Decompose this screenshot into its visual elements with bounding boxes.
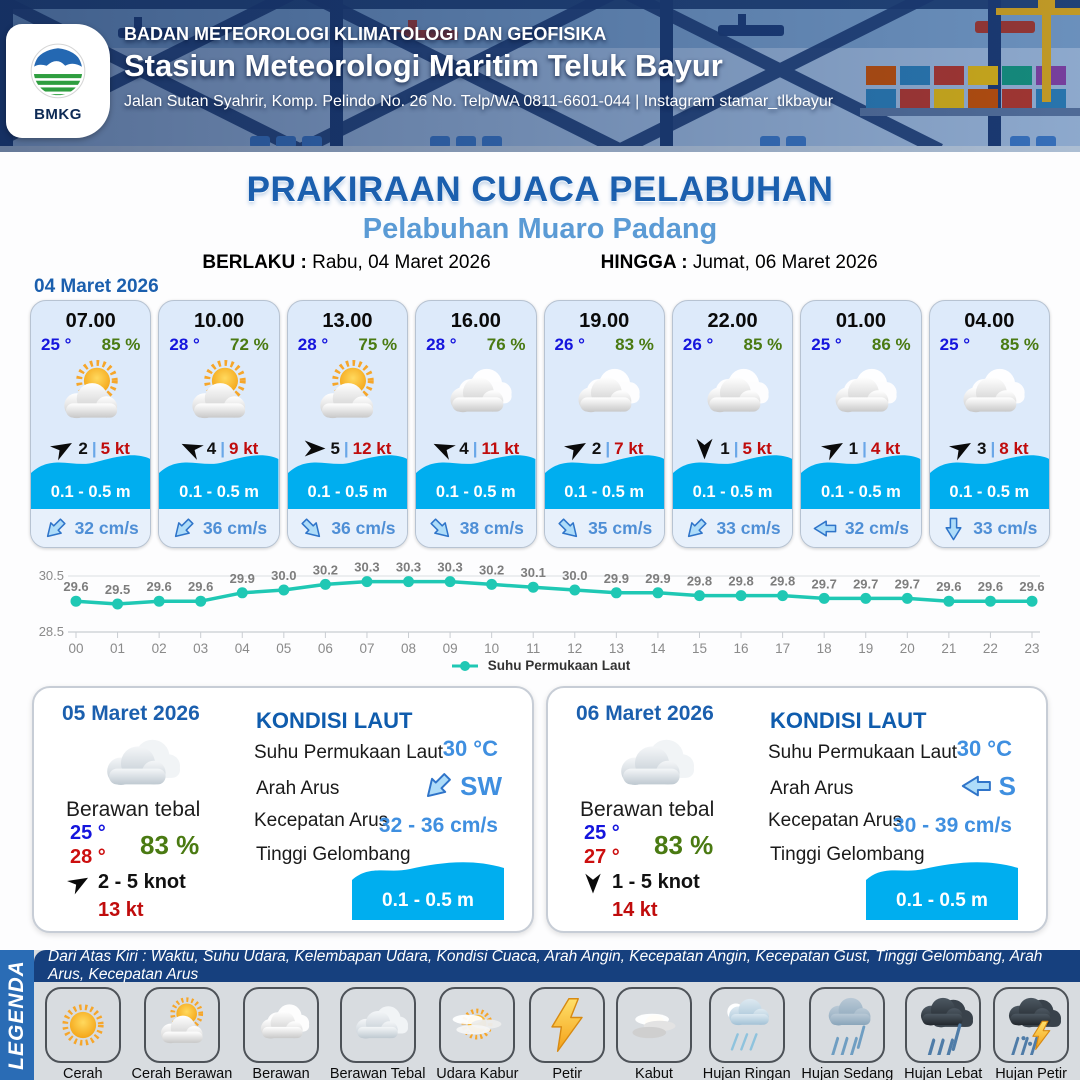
gust-speed-value: 13 kt (98, 899, 144, 921)
legend-caption: Dari Atas Kiri : Waktu, Suhu Udara, Kelembapan Udara, Kondisi Cuaca, Arah Angin, Kecepatan Angin, Kecepatan Gust, Tinggi Gelombang, Arah Arus, Kecepatan Arus (34, 950, 1080, 982)
header-text (124, 24, 833, 111)
forecast-card (415, 300, 536, 548)
gust-speed-value: 12 kt (352, 438, 392, 458)
forecast-time: 10.00 (194, 310, 245, 332)
forecast-cards-row (30, 300, 1050, 548)
current-speed-value: 30 - 39 cm/s (892, 814, 1012, 837)
svg-text:30.3: 30.3 (395, 559, 422, 575)
wind-gust-separator: | (862, 438, 867, 458)
current-row (288, 509, 407, 547)
day1-date-label: 04 Maret 2026 (34, 276, 159, 297)
current-speed-value: 35 cm/s (588, 517, 653, 538)
current-speed-value: 33 cm/s (716, 517, 781, 538)
gust-speed-value: 8 kt (999, 438, 1029, 458)
temperature-value: 26 ° (554, 335, 585, 354)
gust-speed-value: 14 kt (612, 899, 658, 921)
current-direction-text: S (998, 770, 1016, 801)
forecast-card (672, 300, 793, 548)
current-speed-label: Kecepatan Arus (768, 810, 903, 831)
gust-speed-value: 11 kt (481, 438, 520, 458)
wind-speed-value: 4 (206, 438, 217, 458)
svg-text:12: 12 (567, 641, 583, 656)
current-speed-value: 32 cm/s (844, 517, 910, 538)
sst-value: 30 °C (956, 736, 1012, 761)
current-row (159, 509, 278, 547)
current-direction-icon (423, 510, 458, 545)
legend-item (243, 987, 319, 1080)
svg-text:29.7: 29.7 (853, 576, 879, 592)
current-direction-icon (961, 770, 993, 802)
svg-text:30.0: 30.0 (562, 568, 588, 583)
forecast-time: 19.00 (579, 310, 630, 332)
svg-text:30.3: 30.3 (437, 559, 463, 575)
svg-text:13: 13 (608, 641, 624, 656)
current-row (31, 509, 150, 547)
wave-height-value: 0.1 - 0.5 m (50, 483, 131, 501)
legend-section (0, 950, 1080, 1080)
current-row (930, 509, 1049, 547)
legend-item (993, 987, 1069, 1080)
forecast-time: 01.00 (835, 310, 886, 332)
svg-text:29.6: 29.6 (936, 579, 962, 595)
gust-speed-value: 9 kt (229, 438, 259, 458)
wind-gust-separator: | (990, 438, 996, 458)
svg-text:18: 18 (816, 641, 832, 656)
current-direction-icon (941, 516, 966, 541)
legend-item-label: Petir (552, 1066, 583, 1080)
temperature-value: 28 ° (297, 335, 329, 354)
weather-icon (288, 357, 407, 433)
wave-height-value: 0.1 - 0.5 m (382, 890, 474, 911)
svg-text:29.8: 29.8 (769, 573, 796, 589)
wind-gust-separator: | (605, 438, 611, 458)
humidity-value: 85 % (1000, 335, 1039, 354)
forecast-time: 04.00 (964, 310, 1015, 332)
bmkg-logo-label: BMKG (34, 105, 82, 123)
sst-line-chart (30, 556, 1050, 660)
svg-text:29.9: 29.9 (229, 570, 255, 586)
forecast-time: 13.00 (322, 310, 373, 332)
berlaku-value: Rabu, 04 Maret 2026 (312, 252, 491, 273)
weather-icon (610, 724, 694, 808)
legend-item-label: Cerah Berawan (131, 1066, 233, 1080)
weather-icon (1001, 995, 1061, 1055)
hingga-value: Jumat, 06 Maret 2026 (692, 252, 878, 273)
station-address: Jalan Sutan Syahrir, Komp. Pelindo No. 26 No. Telp/WA 0811-6601-044 | Instagram stamar_tlkbayur (124, 93, 834, 110)
sea-conditions-title: KONDISI LAUT (256, 708, 413, 733)
bmkg-logo-icon (25, 40, 91, 106)
wave-height-band (866, 856, 1018, 920)
station-name: Stasiun Meteorologi Maritim Teluk Bayur (124, 48, 723, 83)
svg-text:15: 15 (691, 641, 707, 656)
current-speed-label: Kecepatan Arus (254, 810, 389, 831)
sst-label: Suhu Permukaan Laut (768, 742, 958, 763)
current-row (416, 509, 535, 547)
current-direction-value (422, 770, 502, 802)
gust-speed-value: 4 kt (870, 438, 901, 458)
current-row (545, 509, 664, 547)
weather-icon (416, 357, 535, 433)
weather-icon (537, 995, 597, 1055)
current-speed-value: 36 cm/s (331, 517, 396, 538)
svg-text:23: 23 (1024, 641, 1040, 656)
current-direction-label: Arah Arus (256, 778, 340, 799)
current-direction-text: SW (460, 770, 502, 801)
wave-height-band (352, 856, 504, 920)
temp-max: 28 ° (70, 846, 106, 868)
weather-icon (624, 995, 684, 1055)
current-direction-icon (679, 510, 714, 545)
svg-text:30.5: 30.5 (38, 568, 64, 583)
wind-row (68, 871, 186, 894)
temp-max: 27 ° (584, 846, 620, 868)
svg-text:30.1: 30.1 (520, 565, 546, 581)
current-direction-value (961, 770, 1016, 802)
legend-item (330, 987, 426, 1080)
current-speed-value: 33 cm/s (973, 517, 1038, 538)
legend-icon-box (809, 987, 885, 1063)
gust-speed-value: 5 kt (742, 438, 772, 458)
legend-item (703, 987, 791, 1080)
legend-item-label: Hujan Lebat (904, 1066, 983, 1080)
weather-icon (152, 995, 212, 1055)
weather-icon (913, 995, 973, 1055)
forecast-card (158, 300, 279, 548)
svg-text:22: 22 (982, 641, 998, 656)
legend-item-label: Berawan (252, 1066, 310, 1080)
legend-series-label: Suhu Permukaan Laut (487, 658, 631, 673)
svg-text:04: 04 (234, 641, 250, 656)
current-direction-icon (166, 510, 201, 545)
weather-icon (930, 357, 1049, 433)
legend-icon-box (439, 987, 515, 1063)
sst-chart-wrap (30, 556, 1050, 660)
weather-icon (673, 357, 792, 433)
legend-tab (0, 950, 34, 1080)
day-summary-row (32, 686, 1048, 933)
legend-item-label: Cerah (63, 1066, 103, 1080)
svg-text:17: 17 (775, 641, 791, 656)
svg-text:29.8: 29.8 (728, 573, 754, 589)
temperature-value: 28 ° (169, 335, 200, 354)
forecast-card (30, 300, 151, 548)
legend-icon-box (616, 987, 692, 1063)
page-title: PRAKIRAAN CUACA PELABUHAN (246, 170, 834, 209)
wind-speed-value: 1 (848, 438, 859, 458)
legend-icon-box (45, 987, 121, 1063)
legend-item (132, 987, 233, 1080)
svg-text:09: 09 (442, 641, 458, 656)
current-direction-icon (294, 510, 329, 545)
wind-speed-value: 3 (977, 438, 987, 458)
wave-height-band (31, 447, 150, 509)
weather-icon (801, 357, 920, 433)
legend-item (801, 987, 893, 1080)
wind-direction-icon (582, 872, 604, 894)
gust-speed-value: 7 kt (614, 438, 644, 458)
current-speed-value: 32 - 36 cm/s (378, 814, 498, 837)
legend-tab-label: LEGENDA (5, 960, 28, 1070)
legend-icon-box (993, 987, 1069, 1063)
svg-text:00: 00 (68, 641, 84, 656)
sst-label: Suhu Permukaan Laut (254, 742, 444, 763)
svg-text:29.6: 29.6 (188, 579, 214, 595)
forecast-card (929, 300, 1050, 548)
svg-text:19: 19 (858, 641, 874, 656)
legend-item (616, 987, 692, 1080)
svg-text:30.2: 30.2 (478, 562, 505, 578)
temp-min: 25 ° (70, 822, 106, 844)
legend-icon-box (905, 987, 981, 1063)
svg-text:03: 03 (193, 641, 209, 656)
humidity-value: 85 % (101, 335, 141, 354)
svg-text:11: 11 (526, 641, 541, 656)
legend-icon-box (243, 987, 319, 1063)
svg-text:08: 08 (401, 641, 417, 656)
chart-legend (0, 658, 1080, 673)
svg-text:02: 02 (151, 641, 167, 656)
humidity-value: 72 % (230, 335, 269, 354)
wave-height-value: 0.1 - 0.5 m (307, 483, 388, 501)
current-direction-icon (37, 510, 72, 545)
svg-text:29.6: 29.6 (1019, 579, 1045, 595)
svg-text:29.9: 29.9 (603, 570, 630, 586)
current-direction-icon (551, 510, 586, 545)
weather-icon (31, 357, 150, 433)
current-speed-value: 36 cm/s (202, 517, 268, 538)
legend-item (529, 987, 605, 1080)
current-direction-icon (813, 516, 838, 541)
wave-height-band (930, 447, 1049, 509)
svg-text:29.7: 29.7 (811, 576, 837, 592)
humidity-value: 76 % (486, 335, 526, 354)
wave-height-band (545, 447, 664, 509)
svg-text:30.3: 30.3 (354, 559, 380, 575)
legend-marker-icon (450, 660, 480, 672)
svg-text:20: 20 (899, 641, 915, 656)
weather-icon (447, 995, 507, 1055)
legend-item (45, 987, 121, 1080)
bmkg-logo (6, 24, 110, 138)
temperature-value: 25 ° (811, 335, 842, 354)
temperature-value: 25 ° (41, 335, 72, 354)
weather-icon (545, 357, 664, 433)
current-speed-value: 32 cm/s (74, 517, 139, 538)
svg-text:29.9: 29.9 (645, 570, 671, 586)
current-direction-icon (415, 763, 460, 808)
wave-height-value: 0.1 - 0.5 m (435, 483, 516, 501)
wind-speed-value: 2 (78, 438, 88, 458)
legend-icon-box (529, 987, 605, 1063)
temperature-value: 25 ° (939, 335, 971, 354)
wave-height-value: 0.1 - 0.5 m (564, 483, 645, 501)
current-row (673, 509, 792, 547)
wind-gust-separator: | (91, 438, 97, 458)
wind-range-value: 1 - 5 knot (612, 871, 700, 893)
wave-height-band (801, 447, 920, 509)
legend-item-label: Hujan Sedang (801, 1066, 894, 1080)
wind-direction-icon (64, 867, 94, 897)
humidity-value: 85 % (743, 335, 783, 354)
svg-text:29.6: 29.6 (146, 579, 172, 595)
legend-items-row (34, 982, 1080, 1080)
condition-label: Berawan tebal (66, 798, 201, 821)
svg-text:07: 07 (359, 641, 375, 656)
sea-conditions-title: KONDISI LAUT (770, 708, 927, 733)
weather-icon (53, 995, 113, 1055)
gust-speed-value: 5 kt (100, 438, 130, 458)
weather-icon (251, 995, 311, 1055)
wind-speed-value: 2 (591, 438, 602, 458)
forecast-card (287, 300, 408, 548)
current-direction-label: Arah Arus (770, 778, 854, 799)
wind-gust-separator: | (220, 438, 226, 458)
humidity-value: 83 % (140, 830, 200, 860)
wind-range-value: 2 - 5 knot (98, 871, 186, 893)
wave-height-band (416, 447, 535, 509)
wind-gust-separator: | (472, 438, 478, 458)
org-name: BADAN METEOROLOGI KLIMATOLOGI DAN GEOFISIKA (124, 24, 607, 44)
weather-icon (159, 357, 278, 433)
wave-height-value: 0.1 - 0.5 m (896, 890, 988, 911)
day-card-06-maret (546, 686, 1048, 933)
svg-text:29.6: 29.6 (63, 579, 89, 595)
wave-height-band (288, 447, 407, 509)
svg-text:14: 14 (650, 641, 666, 656)
weather-icon (717, 995, 777, 1055)
weather-icon (348, 995, 408, 1055)
wind-gust-separator: | (733, 438, 739, 458)
svg-text:30.2: 30.2 (312, 562, 339, 578)
forecast-card (800, 300, 921, 548)
sst-value: 30 °C (442, 736, 498, 761)
current-row (801, 509, 920, 547)
temperature-value: 28 ° (426, 335, 457, 354)
svg-text:10: 10 (484, 641, 500, 656)
forecast-time: 07.00 (65, 310, 116, 332)
svg-text:29.7: 29.7 (894, 576, 920, 592)
legend-icon-box (709, 987, 785, 1063)
svg-text:16: 16 (733, 641, 749, 656)
legend-icon-box (144, 987, 220, 1063)
wind-speed-value: 1 (720, 438, 730, 458)
svg-text:01: 01 (110, 641, 126, 656)
legend-item-label: Kabut (635, 1066, 673, 1080)
humidity-value: 83 % (615, 335, 654, 354)
svg-text:29.6: 29.6 (977, 579, 1004, 595)
header (0, 0, 1080, 152)
wave-height-band (159, 447, 278, 509)
svg-text:30.0: 30.0 (271, 568, 297, 583)
weather-icon (96, 724, 180, 808)
humidity-value: 75 % (358, 335, 398, 354)
wind-row (582, 871, 700, 894)
wave-height-label: Tinggi Gelombang (770, 844, 925, 865)
svg-text:29.5: 29.5 (104, 582, 131, 597)
current-speed-value: 38 cm/s (459, 517, 524, 538)
legend-icon-box (340, 987, 416, 1063)
forecast-time: 16.00 (450, 310, 501, 332)
wind-speed-value: 5 (330, 438, 340, 458)
legend-item (436, 987, 518, 1080)
condition-label: Berawan tebal (580, 798, 715, 821)
svg-text:28.5: 28.5 (38, 624, 64, 639)
humidity-value: 83 % (654, 830, 714, 860)
wave-height-value: 0.1 - 0.5 m (692, 483, 773, 501)
hingga-label: HINGGA : (600, 252, 688, 273)
wave-height-label: Tinggi Gelombang (256, 844, 411, 865)
svg-text:06: 06 (317, 641, 333, 656)
wind-speed-value: 4 (459, 438, 469, 458)
forecast-card (544, 300, 665, 548)
day-card-05-maret (32, 686, 534, 933)
wave-height-value: 0.1 - 0.5 m (949, 483, 1030, 501)
svg-text:21: 21 (941, 641, 957, 656)
wave-height-value: 0.1 - 0.5 m (179, 483, 259, 501)
humidity-value: 86 % (871, 335, 911, 354)
svg-text:29.8: 29.8 (686, 573, 713, 589)
svg-text:05: 05 (276, 641, 292, 656)
day-date: 06 Maret 2026 (576, 702, 714, 725)
day-date: 05 Maret 2026 (62, 702, 200, 725)
wind-gust-separator: | (343, 438, 349, 458)
legend-item-label: Hujan Petir (995, 1066, 1067, 1080)
legend-item-label: Hujan Ringan (702, 1066, 791, 1080)
forecast-time: 22.00 (707, 310, 758, 332)
validity-row (0, 252, 1080, 274)
weather-icon (817, 995, 877, 1055)
legend-item (904, 987, 982, 1080)
page-subtitle: Pelabuhan Muaro Padang (362, 213, 718, 245)
berlaku-label: BERLAKU : (202, 252, 307, 273)
temperature-value: 26 ° (682, 335, 714, 354)
wave-height-value: 0.1 - 0.5 m (821, 483, 901, 501)
wave-height-band (673, 447, 792, 509)
legend-item-label: Berawan Tebal (329, 1066, 426, 1080)
temp-min: 25 ° (584, 822, 620, 844)
legend-item-label: Udara Kabur (436, 1066, 519, 1080)
